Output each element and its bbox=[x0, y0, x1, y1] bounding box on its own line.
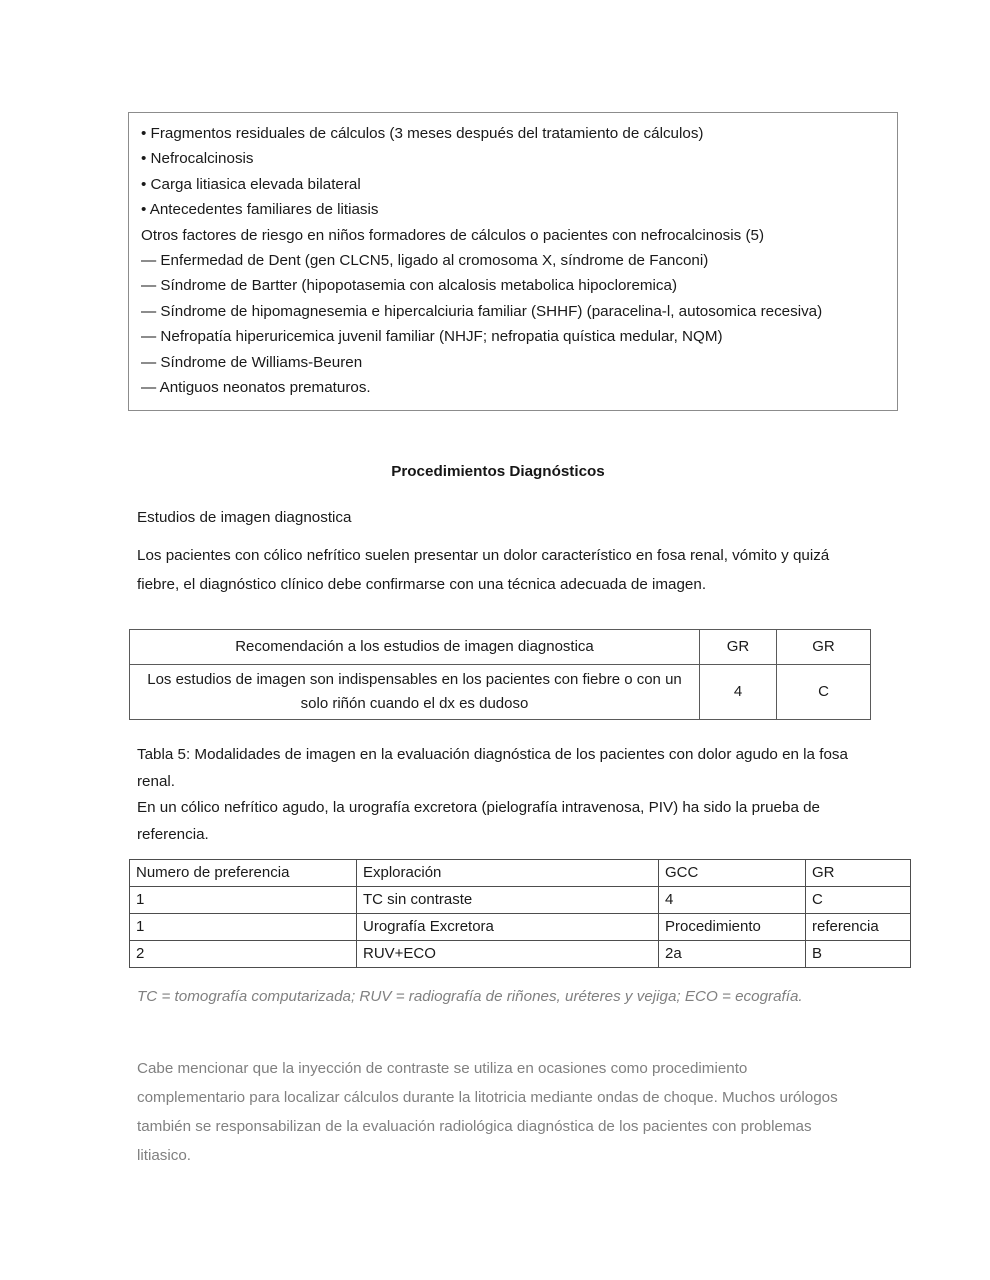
column-header-gcc: GR bbox=[700, 630, 777, 665]
recommendation-table bbox=[129, 629, 871, 720]
table-row bbox=[130, 914, 911, 941]
table-header-row bbox=[130, 860, 911, 887]
cell-gr: B bbox=[806, 941, 911, 968]
risk-factor-line: Otros factores de riesgo en niños formadores de cálculos o pacientes con nefrocalcinosis (5) bbox=[141, 226, 765, 244]
column-header-preferencia: Numero de preferencia bbox=[130, 860, 357, 887]
risk-factor-line: • Carga litiasica elevada bilateral bbox=[141, 175, 361, 193]
section-heading: Procedimientos Diagnósticos bbox=[391, 463, 605, 480]
tabla5-caption: Tabla 5: Modalidades de imagen en la evaluación diagnóstica de los pacientes con dolor agudo en la fosa renal. bbox=[137, 746, 848, 790]
risk-factor-line: • Fragmentos residuales de cálculos (3 meses después del tratamiento de cálculos) bbox=[141, 125, 704, 142]
cell-gr: C bbox=[777, 665, 871, 720]
column-header-gcc: GCC bbox=[659, 860, 806, 887]
risk-factor-line: — Antiguos neonatos prematuros. bbox=[141, 379, 371, 397]
risk-factor-line: — Síndrome de Bartter (hipopotasemia con alcalosis metabolica hipocloremica) bbox=[141, 277, 678, 295]
cell-gr: C bbox=[806, 887, 911, 914]
intro-paragraph: Los pacientes con cólico nefrítico suelen presentar un dolor característico en fosa renal, vómito y quizá fiebre, el diagnóstico clínico debe confirmarse con una técnica adecuada de imagen. bbox=[137, 547, 830, 593]
closing-paragraph: Cabe mencionar que la inyección de contraste se utiliza en ocasiones como procedimiento complementario para localizar cálculos durante la litotricia mediante ondas de choque. Muchos urólogos también se responsabilizan de la evaluación radiológica diagnóstica de los pacientes con problemas litiasico. bbox=[137, 1060, 838, 1164]
cell-gcc: 2a bbox=[659, 941, 806, 968]
risk-factor-line: — Síndrome de Williams-Beuren bbox=[141, 353, 363, 371]
table-row bbox=[130, 665, 871, 720]
cell-preferencia: 1 bbox=[130, 914, 357, 941]
risk-factor-line: — Enfermedad de Dent (gen CLCN5, ligado al cromosoma X, síndrome de Fanconi) bbox=[141, 252, 709, 270]
risk-factors-box bbox=[128, 112, 898, 411]
column-header-gr: GR bbox=[777, 630, 871, 665]
tabla5-note: En un cólico nefrítico agudo, la urografía excretora (pielografía intravenosa, PIV) ha sido la prueba de referencia. bbox=[137, 799, 820, 843]
modalities-table bbox=[129, 859, 911, 968]
cell-gr: referencia bbox=[806, 914, 911, 941]
risk-factor-line: — Nefropatía hiperuricemica juvenil familiar (NHJF; nefropatia quística medular, NQM) bbox=[141, 328, 723, 346]
column-header-recommendation: Recomendación a los estudios de imagen diagnostica bbox=[130, 630, 700, 665]
cell-preferencia: 2 bbox=[130, 941, 357, 968]
table-row bbox=[130, 941, 911, 968]
cell-preferencia: 1 bbox=[130, 887, 357, 914]
cell-exploracion: Urografía Excretora bbox=[357, 914, 659, 941]
tabla5-block bbox=[137, 742, 869, 848]
table-header-row bbox=[130, 630, 871, 665]
risk-factor-line: • Antecedentes familiares de litiasis bbox=[141, 201, 379, 219]
cell-exploracion: TC sin contraste bbox=[357, 887, 659, 914]
cell-recommendation: Los estudios de imagen son indispensables en los pacientes con fiebre o con un solo riñón cuando el dx es dudoso bbox=[130, 665, 700, 720]
cell-gcc: 4 bbox=[659, 887, 806, 914]
cell-exploracion: RUV+ECO bbox=[357, 941, 659, 968]
column-header-gr: GR bbox=[806, 860, 911, 887]
table-row bbox=[130, 887, 911, 914]
subheading: Estudios de imagen diagnostica bbox=[137, 509, 352, 526]
cell-gcc: 4 bbox=[700, 665, 777, 720]
abbreviation-legend: TC = tomografía computarizada; RUV = radiografía de riñones, uréteres y vejiga; ECO = ecografía. bbox=[137, 988, 803, 1005]
risk-factor-line: — Síndrome de hipomagnesemia e hipercalciuria familiar (SHHF) (paracelina-l, autosomica recesiva) bbox=[141, 302, 823, 320]
risk-factor-line: • Nefrocalcinosis bbox=[141, 150, 254, 168]
cell-gcc: Procedimiento bbox=[659, 914, 806, 941]
column-header-exploracion: Exploración bbox=[357, 860, 659, 887]
